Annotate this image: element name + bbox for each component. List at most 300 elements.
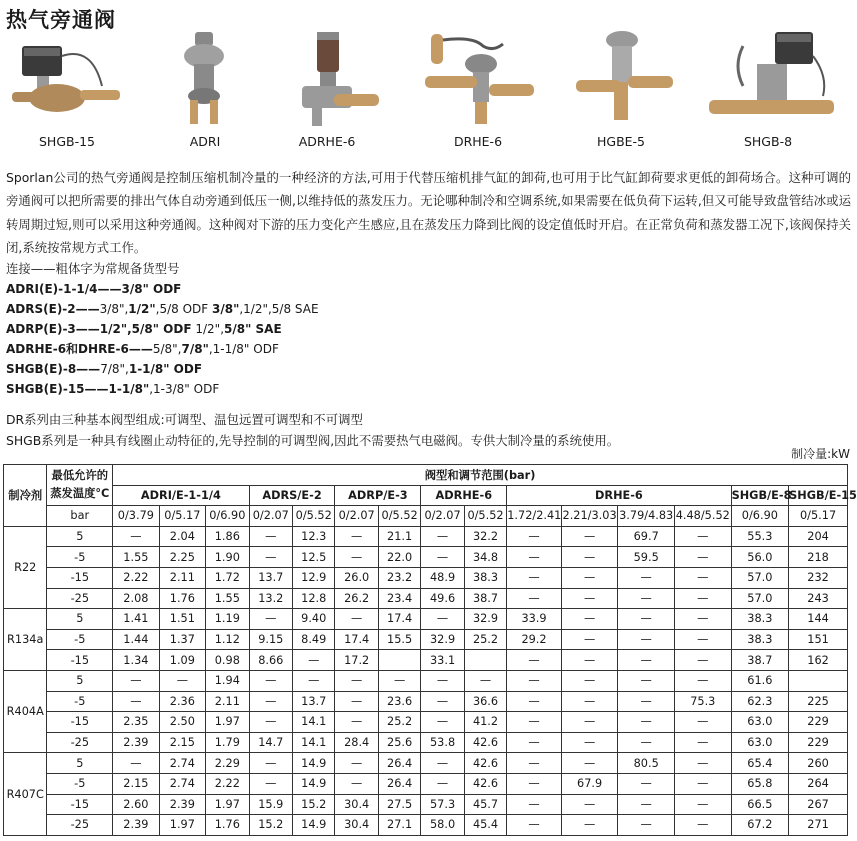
product-drhe-6	[413, 26, 543, 154]
capacity-cell: 1.34	[113, 650, 159, 671]
table-header-row	[4, 485, 848, 506]
capacity-cell: —	[674, 773, 731, 794]
capacity-cell: —	[507, 753, 562, 774]
capacity-cell: 38.7	[731, 650, 789, 671]
bold-stock-model: 1/2"	[128, 302, 156, 316]
connection-line	[6, 339, 319, 359]
capacity-cell: —	[507, 815, 562, 836]
capacity-cell: 25.2	[464, 629, 506, 650]
product-caption: ADRHE-6	[298, 134, 356, 149]
capacity-cell: —	[335, 547, 378, 568]
capacity-cell: —	[335, 773, 378, 794]
temperature-cell: -15	[47, 650, 113, 671]
capacity-cell: 229	[789, 712, 848, 733]
product-shgb-15	[2, 26, 132, 154]
capacity-cell: —	[561, 670, 618, 691]
capacity-cell: 45.7	[464, 794, 506, 815]
bold-stock-model: SHGB(E)-8——	[6, 362, 101, 376]
bypass-valve-image	[262, 26, 392, 132]
product-adrhe-6	[262, 26, 392, 154]
capacity-cell: 1.19	[206, 609, 249, 630]
capacity-cell: —	[249, 691, 292, 712]
capacity-cell: —	[507, 691, 562, 712]
capacity-cell: 63.0	[731, 732, 789, 753]
capacity-cell: —	[618, 712, 675, 733]
capacity-cell: 67.2	[731, 815, 789, 836]
capacity-cell: 267	[789, 794, 848, 815]
product-hgbe-5	[556, 26, 686, 154]
capacity-cell: 2.39	[113, 732, 159, 753]
capacity-cell: 2.74	[159, 753, 205, 774]
bold-stock-model: SHGB(E)-15——1-1/8"	[6, 382, 150, 396]
valve-model-header: SHGB/E-8	[731, 485, 789, 506]
temperature-cell: -15	[47, 567, 113, 588]
capacity-cell: —	[249, 526, 292, 547]
capacity-cell: —	[674, 629, 731, 650]
range-cell: 0/6.90	[206, 506, 249, 527]
capacity-cell: 229	[789, 732, 848, 753]
capacity-cell: —	[335, 753, 378, 774]
capacity-cell: 14.9	[293, 753, 335, 774]
capacity-cell: 13.7	[249, 567, 292, 588]
capacity-cell: 49.6	[421, 588, 464, 609]
capacity-cell: 260	[789, 753, 848, 774]
temperature-cell: -5	[47, 773, 113, 794]
capacity-cell: 1.12	[206, 629, 249, 650]
connection-text: ,1-1/8" ODF	[208, 342, 279, 356]
capacity-cell: —	[293, 650, 335, 671]
capacity-cell: —	[618, 773, 675, 794]
connection-line	[6, 319, 319, 339]
capacity-cell: —	[421, 753, 464, 774]
range-cell: 0/5.17	[159, 506, 205, 527]
capacity-cell: —	[113, 670, 159, 691]
capacity-cell: 1.90	[206, 547, 249, 568]
table-row	[4, 567, 848, 588]
bold-stock-model: ADRHE-6和DHRE-6——	[6, 342, 153, 356]
capacity-cell: 57.0	[731, 588, 789, 609]
capacity-cell: —	[561, 567, 618, 588]
product-caption: HGBE-5	[596, 134, 646, 149]
capacity-cell: 14.7	[249, 732, 292, 753]
table-header-row	[4, 506, 848, 527]
capacity-cell: —	[618, 794, 675, 815]
capacity-cell: 32.9	[464, 609, 506, 630]
range-cell: 0/3.79	[113, 506, 159, 527]
refrigerant-cell: R22	[4, 526, 47, 608]
capacity-cell: 22.0	[378, 547, 420, 568]
bold-stock-model: ADRS(E)-2——	[6, 302, 100, 316]
refrigerant-cell: R404A	[4, 670, 47, 752]
capacity-cell: —	[293, 670, 335, 691]
table-row	[4, 753, 848, 774]
capacity-cell: —	[561, 732, 618, 753]
capacity-cell: —	[378, 670, 420, 691]
capacity-cell: —	[618, 732, 675, 753]
capacity-cell: 48.9	[421, 567, 464, 588]
product-adri	[140, 26, 270, 154]
capacity-cell: 218	[789, 547, 848, 568]
capacity-cell: 80.5	[618, 753, 675, 774]
capacity-cell: 32.2	[464, 526, 506, 547]
capacity-cell: 2.22	[113, 567, 159, 588]
capacity-cell: 1.97	[206, 794, 249, 815]
capacity-cell: —	[421, 670, 464, 691]
capacity-cell: 232	[789, 567, 848, 588]
capacity-cell: 9.40	[293, 609, 335, 630]
capacity-cell: 30.4	[335, 794, 378, 815]
range-cell: 4.48/5.52	[674, 506, 731, 527]
capacity-cell: 61.6	[731, 670, 789, 691]
capacity-cell: —	[561, 815, 618, 836]
range-cell: 3.79/4.83	[618, 506, 675, 527]
connection-line	[6, 359, 319, 379]
capacity-cell: 21.1	[378, 526, 420, 547]
temperature-cell: 5	[47, 753, 113, 774]
capacity-cell: 30.4	[335, 815, 378, 836]
capacity-cell: 14.1	[293, 712, 335, 733]
connections-list	[6, 279, 319, 399]
capacity-cell: 2.08	[113, 588, 159, 609]
capacity-cell: —	[421, 773, 464, 794]
temperature-cell: -15	[47, 712, 113, 733]
capacity-cell: 26.4	[378, 773, 420, 794]
capacity-cell: 42.6	[464, 753, 506, 774]
capacity-cell: —	[674, 567, 731, 588]
capacity-cell: —	[674, 547, 731, 568]
capacity-cell: 243	[789, 588, 848, 609]
capacity-cell: —	[561, 609, 618, 630]
table-row	[4, 773, 848, 794]
capacity-cell: 66.5	[731, 794, 789, 815]
temperature-cell: -15	[47, 794, 113, 815]
capacity-cell: 144	[789, 609, 848, 630]
capacity-cell: 41.2	[464, 712, 506, 733]
capacity-cell: —	[159, 670, 205, 691]
valve-model-header: ADRP/E-3	[335, 485, 421, 506]
capacity-cell: 2.36	[159, 691, 205, 712]
capacity-cell: 17.4	[378, 609, 420, 630]
capacity-cell: —	[335, 609, 378, 630]
capacity-cell: —	[507, 567, 562, 588]
capacity-cell: 12.3	[293, 526, 335, 547]
capacity-cell: —	[674, 815, 731, 836]
capacity-cell: 1.76	[206, 815, 249, 836]
temperature-cell: 5	[47, 609, 113, 630]
capacity-cell: —	[113, 691, 159, 712]
capacity-cell: 56.0	[731, 547, 789, 568]
range-cell: 0/6.90	[731, 506, 789, 527]
capacity-cell: 8.66	[249, 650, 292, 671]
connection-line	[6, 279, 319, 299]
capacity-cell: 225	[789, 691, 848, 712]
table-row	[4, 650, 848, 671]
capacity-cell: 1.97	[206, 712, 249, 733]
connections-heading: 连接——粗体字为常规备货型号	[6, 261, 180, 276]
capacity-cell: —	[618, 650, 675, 671]
bold-stock-model: 7/8"	[181, 342, 209, 356]
capacity-cell: —	[674, 753, 731, 774]
connection-line	[6, 379, 319, 399]
capacity-cell: —	[249, 609, 292, 630]
capacity-cell: —	[113, 526, 159, 547]
capacity-cell: —	[507, 650, 562, 671]
capacity-cell: 1.09	[159, 650, 205, 671]
series-notes	[6, 410, 619, 451]
capacity-cell: —	[421, 691, 464, 712]
capacity-cell: —	[561, 629, 618, 650]
capacity-cell: 1.55	[206, 588, 249, 609]
capacity-cell: 2.15	[113, 773, 159, 794]
capacity-cell: 57.3	[421, 794, 464, 815]
temperature-cell: -25	[47, 815, 113, 836]
capacity-cell: 14.1	[293, 732, 335, 753]
bypass-valve-image	[556, 26, 686, 132]
range-cell: 0/2.07	[421, 506, 464, 527]
capacity-cell: 1.72	[206, 567, 249, 588]
capacity-cell: —	[507, 794, 562, 815]
capacity-cell: —	[561, 588, 618, 609]
capacity-cell: —	[618, 629, 675, 650]
valve-model-header: ADRS/E-2	[249, 485, 335, 506]
capacity-cell: —	[674, 670, 731, 691]
capacity-cell: 15.2	[293, 794, 335, 815]
capacity-cell: 33.9	[507, 609, 562, 630]
capacity-cell: —	[507, 547, 562, 568]
range-cell: 0/2.07	[249, 506, 292, 527]
table-row	[4, 670, 848, 691]
connection-text: 7/8",	[100, 362, 129, 376]
capacity-cell: —	[561, 753, 618, 774]
bold-stock-model: ADRP(E)-3——1/2",5/8" ODF	[6, 322, 192, 336]
capacity-cell: 17.2	[335, 650, 378, 671]
capacity-cell: 55.3	[731, 526, 789, 547]
capacity-cell: 2.22	[206, 773, 249, 794]
capacity-cell: —	[618, 815, 675, 836]
capacity-cell: 1.86	[206, 526, 249, 547]
range-cell: 0/5.52	[293, 506, 335, 527]
capacity-cell: 63.0	[731, 712, 789, 733]
capacity-cell: 2.04	[159, 526, 205, 547]
refrigerant-cell: R407C	[4, 753, 47, 835]
capacity-cell: 162	[789, 650, 848, 671]
capacity-cell: 2.60	[113, 794, 159, 815]
capacity-cell: 65.8	[731, 773, 789, 794]
capacity-cell	[464, 650, 506, 671]
table-row	[4, 732, 848, 753]
connection-text: 5/8",	[152, 342, 182, 356]
table-row	[4, 691, 848, 712]
page-title: 热气旁通阀	[6, 8, 116, 32]
product-caption: SHGB-15	[38, 134, 95, 149]
capacity-cell: —	[249, 773, 292, 794]
temperature-cell: -25	[47, 732, 113, 753]
intro-paragraph: Sporlan公司的热气旁通阀是控制压缩机制冷量的一种经济的方法,可用于代替压缩机排气缸的卸荷,也可用于比气缸卸荷要求更低的卸荷场合。这种可调的旁通阀可以把所需要的排出气体自动旁通到低压一侧,以维持低的蒸发压力。无论哪种制冷和空调系统,如果需要在低负荷下运转,但又可能导致盘管结冰或运转周期过短,则可以采用这种旁通阀。这种阀对下游的压力变化产生感应,且在蒸发压力降到比阀的设定值低时开启。在正常负荷和蒸发器工况下,该阀保持关闭,系统按常规方式工作。	[6, 170, 851, 255]
capacity-cell: 59.5	[618, 547, 675, 568]
capacity-cell: 1.51	[159, 609, 205, 630]
capacity-cell: 38.7	[464, 588, 506, 609]
capacity-cell: 2.25	[159, 547, 205, 568]
capacity-cell: —	[674, 609, 731, 630]
range-header: 阀型和调节范围(bar)	[113, 465, 848, 486]
capacity-cell: 2.39	[113, 815, 159, 836]
capacity-cell: —	[421, 526, 464, 547]
table-row	[4, 609, 848, 630]
capacity-cell: 2.29	[206, 753, 249, 774]
capacity-cell	[378, 650, 420, 671]
table-row	[4, 588, 848, 609]
capacity-cell: —	[249, 670, 292, 691]
valve-model-header: ADRHE-6	[421, 485, 507, 506]
capacity-cell: 1.44	[113, 629, 159, 650]
capacity-cell: —	[561, 526, 618, 547]
capacity-cell: 1.76	[159, 588, 205, 609]
table-row	[4, 712, 848, 733]
capacity-cell: —	[561, 691, 618, 712]
capacity-cell: —	[507, 773, 562, 794]
capacity-cell: 14.9	[293, 773, 335, 794]
capacity-cell: —	[507, 712, 562, 733]
product-caption: ADRI	[189, 134, 221, 149]
capacity-cell: —	[421, 547, 464, 568]
temperature-cell: -25	[47, 588, 113, 609]
capacity-cell: —	[618, 691, 675, 712]
temperature-cell: -5	[47, 547, 113, 568]
capacity-cell: 12.5	[293, 547, 335, 568]
capacity-cell: —	[113, 753, 159, 774]
capacity-cell: —	[561, 794, 618, 815]
capacity-cell: 38.3	[464, 567, 506, 588]
temperature-cell: -5	[47, 691, 113, 712]
bar-unit-cell: bar	[47, 506, 113, 527]
capacity-cell: 28.4	[335, 732, 378, 753]
capacity-cell: —	[421, 609, 464, 630]
capacity-cell: —	[674, 732, 731, 753]
capacity-cell: 15.5	[378, 629, 420, 650]
capacity-cell: 26.0	[335, 567, 378, 588]
capacity-cell: 2.11	[159, 567, 205, 588]
capacity-cell: 65.4	[731, 753, 789, 774]
capacity-cell: —	[335, 691, 378, 712]
capacity-cell: 53.8	[421, 732, 464, 753]
capacity-cell: 42.6	[464, 732, 506, 753]
capacity-cell: 12.9	[293, 567, 335, 588]
capacity-cell: 1.97	[159, 815, 205, 836]
capacity-cell: 27.1	[378, 815, 420, 836]
min-temp-header: 最低允许的蒸发温度°C	[47, 465, 113, 506]
capacity-cell: 25.2	[378, 712, 420, 733]
capacity-cell: 29.2	[507, 629, 562, 650]
series-note: DR系列由三种基本阀型组成:可调型、温包远置可调型和不可调型	[6, 412, 363, 427]
capacity-cell: —	[249, 712, 292, 733]
bold-stock-model: 3/8"	[211, 302, 240, 316]
valve-model-header: DRHE-6	[507, 485, 731, 506]
capacity-cell: 13.2	[249, 588, 292, 609]
capacity-cell: 9.15	[249, 629, 292, 650]
capacity-cell: 151	[789, 629, 848, 650]
valve-model-header: ADRI/E-1-1/4	[113, 485, 249, 506]
capacity-cell: 38.3	[731, 629, 789, 650]
capacity-cell: 2.50	[159, 712, 205, 733]
bold-stock-model: ADRI(E)-1-1/4——3/8" ODF	[6, 282, 182, 296]
capacity-cell: 2.39	[159, 794, 205, 815]
capacity-cell: 23.6	[378, 691, 420, 712]
temperature-cell: 5	[47, 526, 113, 547]
table-header-row	[4, 465, 848, 486]
capacity-cell: 42.6	[464, 773, 506, 794]
range-cell: 1.72/2.41	[507, 506, 562, 527]
temperature-cell: 5	[47, 670, 113, 691]
refrigerant-header: 制冷剂	[4, 465, 47, 527]
table-row	[4, 794, 848, 815]
capacity-cell: 15.9	[249, 794, 292, 815]
connection-text: ,5/8 ODF	[155, 302, 212, 316]
capacity-cell: —	[561, 547, 618, 568]
capacity-cell: —	[507, 732, 562, 753]
product-caption: DRHE-6	[453, 134, 503, 149]
capacity-cell: 25.6	[378, 732, 420, 753]
capacity-cell: —	[507, 588, 562, 609]
solenoid-valve-image	[703, 26, 843, 132]
capacity-cell: —	[674, 526, 731, 547]
capacity-cell: 58.0	[421, 815, 464, 836]
capacity-cell: 271	[789, 815, 848, 836]
capacity-cell: 2.15	[159, 732, 205, 753]
range-cell: 0/5.17	[789, 506, 848, 527]
series-note: SHGB系列是一种具有线圈止动特征的,先导控制的可调型阀,因此不需要热气电磁阀。专供大制冷量的系统使用。	[6, 432, 620, 448]
product-shgb-8	[703, 26, 833, 154]
capacity-cell: 12.8	[293, 588, 335, 609]
capacity-cell: 264	[789, 773, 848, 794]
capacity-cell: —	[618, 609, 675, 630]
bold-stock-model: 5/8" SAE	[224, 322, 282, 336]
table-row	[4, 629, 848, 650]
capacity-cell: 45.4	[464, 815, 506, 836]
range-cell: 0/5.52	[378, 506, 420, 527]
capacity-cell: 27.5	[378, 794, 420, 815]
bulb-valve-image	[413, 26, 543, 132]
capacity-cell: —	[674, 650, 731, 671]
capacity-cell: —	[618, 567, 675, 588]
capacity-cell: 34.8	[464, 547, 506, 568]
connection-text: ,1-3/8" ODF	[149, 382, 220, 396]
capacity-cell: 23.4	[378, 588, 420, 609]
range-cell: 0/5.52	[464, 506, 506, 527]
capacity-cell: —	[335, 670, 378, 691]
capacity-cell: 69.7	[618, 526, 675, 547]
capacity-cell: —	[674, 588, 731, 609]
capacity-unit: 制冷量:kW	[791, 447, 850, 461]
capacity-cell: 17.4	[335, 629, 378, 650]
capacity-cell: 13.7	[293, 691, 335, 712]
capacity-cell: 67.9	[561, 773, 618, 794]
table-row	[4, 815, 848, 836]
capacity-cell: —	[561, 712, 618, 733]
capacity-cell: 0.98	[206, 650, 249, 671]
range-cell: 2.21/3.03	[561, 506, 618, 527]
capacity-cell: 26.4	[378, 753, 420, 774]
capacity-cell: 26.2	[335, 588, 378, 609]
capacity-cell: 2.11	[206, 691, 249, 712]
connection-text: ,1/2",5/8 SAE	[239, 302, 319, 316]
capacity-cell: —	[335, 526, 378, 547]
bold-stock-model: 1-1/8" ODF	[128, 362, 203, 376]
connection-text: 3/8",	[99, 302, 129, 316]
capacity-cell: 8.49	[293, 629, 335, 650]
capacity-cell: —	[464, 670, 506, 691]
connection-line	[6, 299, 319, 319]
capacity-cell: 32.9	[421, 629, 464, 650]
